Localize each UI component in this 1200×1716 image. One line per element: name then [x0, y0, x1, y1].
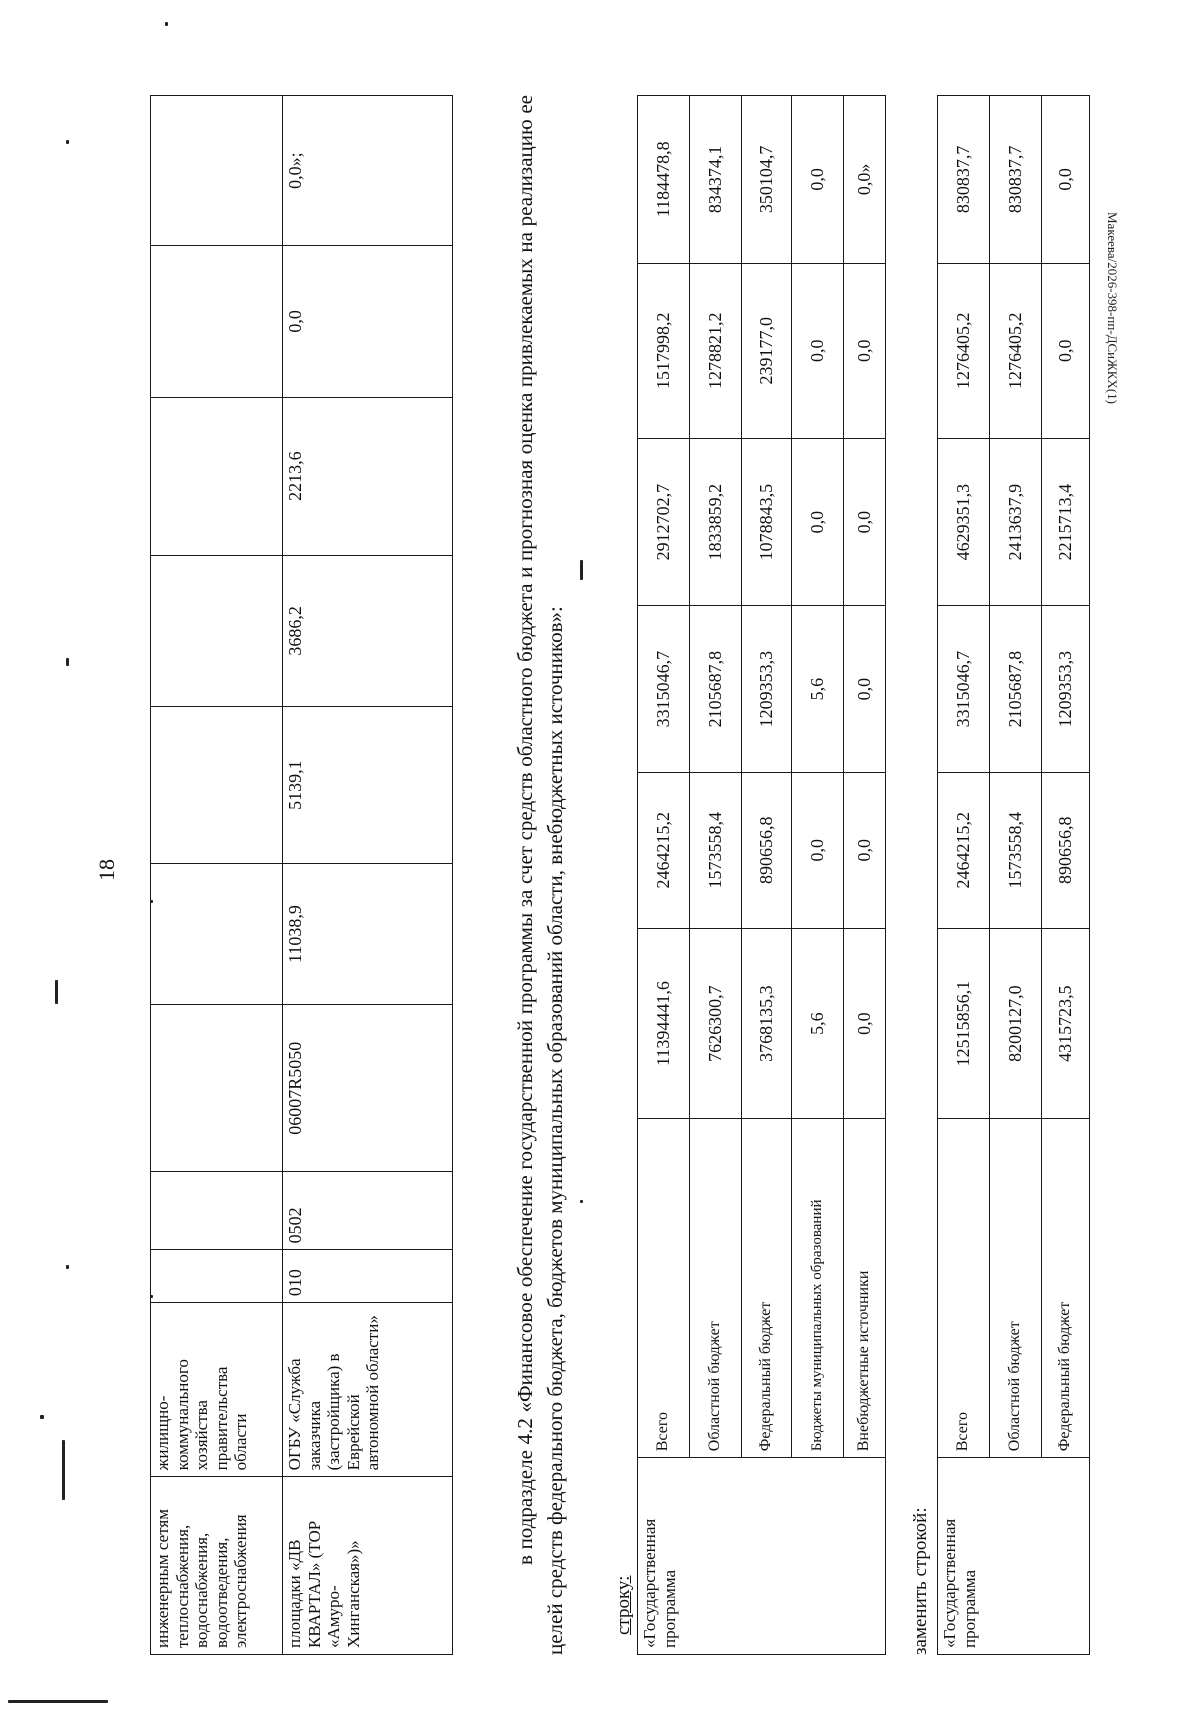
value-cell: 830837,7 [990, 96, 1042, 264]
source-cell: Областной бюджет [690, 1119, 742, 1458]
table-cell [151, 1172, 283, 1250]
source-cell: Федеральный бюджет [1042, 1119, 1090, 1458]
table-row [690, 96, 742, 1655]
continuation-table [150, 95, 453, 1655]
value-cell: 1276405,2 [990, 263, 1042, 438]
table-cell: жилищно-коммунального хозяйства правительства области [151, 1303, 283, 1477]
table-cell [151, 1250, 283, 1303]
scan-speck [40, 1415, 44, 1419]
value-cell: 1209353,3 [1042, 606, 1090, 772]
source-cell: Всего [638, 1119, 690, 1458]
value-cell: 2105687,8 [990, 606, 1042, 772]
source-cell: Бюджеты муниципальных образований [792, 1119, 844, 1458]
table-row [283, 96, 453, 1655]
value-cell: 2413637,9 [990, 438, 1042, 606]
value-cell: 1833859,2 [690, 438, 742, 606]
value-cell: 0,0 [792, 96, 844, 264]
scan-speck [66, 1265, 69, 1269]
page-number: 18 [94, 859, 119, 881]
table-cell: 0502 [283, 1172, 453, 1250]
rotated-page-content [150, 35, 1170, 1655]
table-cell [151, 707, 283, 864]
value-cell: 5,6 [792, 606, 844, 772]
table-cell: 0,0 [283, 246, 453, 397]
value-cell: 4315723,5 [1042, 928, 1090, 1118]
value-cell: 2464215,2 [938, 772, 990, 928]
value-cell: 1573558,4 [690, 772, 742, 928]
table-cell: 11038,9 [283, 864, 453, 1005]
value-cell: 2215713,4 [1042, 438, 1090, 606]
value-cell: 0,0 [844, 263, 886, 438]
source-cell: Областной бюджет [990, 1119, 1042, 1458]
table-cell: 010 [283, 1250, 453, 1303]
value-cell: 0,0 [844, 772, 886, 928]
value-cell: 2105687,8 [690, 606, 742, 772]
value-cell: 1078843,5 [742, 438, 792, 606]
scan-speck [165, 22, 168, 26]
value-cell: 0,0 [1042, 96, 1090, 264]
table-cell [151, 246, 283, 397]
table-cell [151, 864, 283, 1005]
table-row [151, 96, 283, 1655]
table-cell: 2213,6 [283, 397, 453, 555]
value-cell: 1184478,8 [638, 96, 690, 264]
table-row [990, 96, 1042, 1655]
table-row [1042, 96, 1090, 1655]
value-cell: 0,0 [1042, 263, 1090, 438]
value-cell: 0,0 [844, 606, 886, 772]
document-code: Макеева/2026-398-пп-ДСиЖКХ(1) [1105, 212, 1120, 404]
table-row [844, 96, 886, 1655]
table-cell [151, 1005, 283, 1172]
table-row [792, 96, 844, 1655]
value-cell: 0,0 [792, 263, 844, 438]
old-financing-table [637, 95, 886, 1655]
scan-speck [55, 980, 58, 1004]
table-cell: 3686,2 [283, 555, 453, 706]
label-new-row: заменить строкой: [910, 1507, 931, 1655]
table-cell: площадки «ДВ КВАРТАЛ» (ТОР «Амуро-Хинганская»)» [283, 1477, 453, 1655]
new-financing-table [937, 95, 1090, 1655]
value-cell: 830837,7 [938, 96, 990, 264]
value-cell: 890656,8 [742, 772, 792, 928]
value-cell: 2912702,7 [638, 438, 690, 606]
value-cell: 2464215,2 [638, 772, 690, 928]
value-cell: 1276405,2 [938, 263, 990, 438]
value-cell: 8200127,0 [990, 928, 1042, 1118]
source-cell: Федеральный бюджет [742, 1119, 792, 1458]
source-cell: Внебюджетные источники [844, 1119, 886, 1458]
value-cell: 1517998,2 [638, 263, 690, 438]
table-cell: 06007R5050 [283, 1005, 453, 1172]
table-row [938, 96, 990, 1655]
table-cell [151, 397, 283, 555]
scan-speck [62, 1440, 65, 1500]
value-cell: 3768135,3 [742, 928, 792, 1118]
value-cell: 1278821,2 [690, 263, 742, 438]
value-cell: 0,0» [844, 96, 886, 264]
value-cell: 11394441,6 [638, 928, 690, 1118]
value-cell: 4629351,3 [938, 438, 990, 606]
table-row [638, 96, 690, 1655]
value-cell: 0,0 [792, 438, 844, 606]
value-cell: 239177,0 [742, 263, 792, 438]
value-cell: 890656,8 [1042, 772, 1090, 928]
source-cell: Всего [938, 1119, 990, 1458]
table-cell: ОГБУ «Служба заказчика (застройщика) в Еврейской автономной области» [283, 1303, 453, 1477]
program-cell: «Государственная программа [638, 1458, 886, 1655]
scan-speck [66, 658, 69, 666]
table-cell: 5139,1 [283, 707, 453, 864]
table-cell [151, 96, 283, 246]
table-cell: 0,0»; [283, 96, 453, 246]
value-cell: 5,6 [792, 928, 844, 1118]
value-cell: 350104,7 [742, 96, 792, 264]
program-cell: «Государственная программа [938, 1458, 1090, 1655]
value-cell: 3315046,7 [938, 606, 990, 772]
value-cell: 1209353,3 [742, 606, 792, 772]
paragraph-text: в подразделе 4.2 «Финансовое обеспечение государственной программы за счет средств областного бюджета и прогнозная оценка привлекаемых на реализацию ее целей средств федерального бюджета, бюджетов муниципальных образований области, внебюджетных источников»: [513, 95, 568, 1655]
scan-speck [8, 1700, 108, 1703]
amendment-paragraph [510, 95, 571, 1655]
value-cell: 7626300,7 [690, 928, 742, 1118]
value-cell: 12515856,1 [938, 928, 990, 1118]
value-cell: 0,0 [844, 438, 886, 606]
table-cell: инженерным сетям теплоснабжения, водоснабжения, водоотведения, электроснабжения [151, 1477, 283, 1655]
label-old-row: строку: [613, 1575, 634, 1635]
table-cell [151, 555, 283, 706]
scan-speck [66, 140, 69, 144]
value-cell: 1573558,4 [990, 772, 1042, 928]
value-cell: 3315046,7 [638, 606, 690, 772]
value-cell: 834374,1 [690, 96, 742, 264]
value-cell: 0,0 [844, 928, 886, 1118]
table-row [742, 96, 792, 1655]
value-cell: 0,0 [792, 772, 844, 928]
